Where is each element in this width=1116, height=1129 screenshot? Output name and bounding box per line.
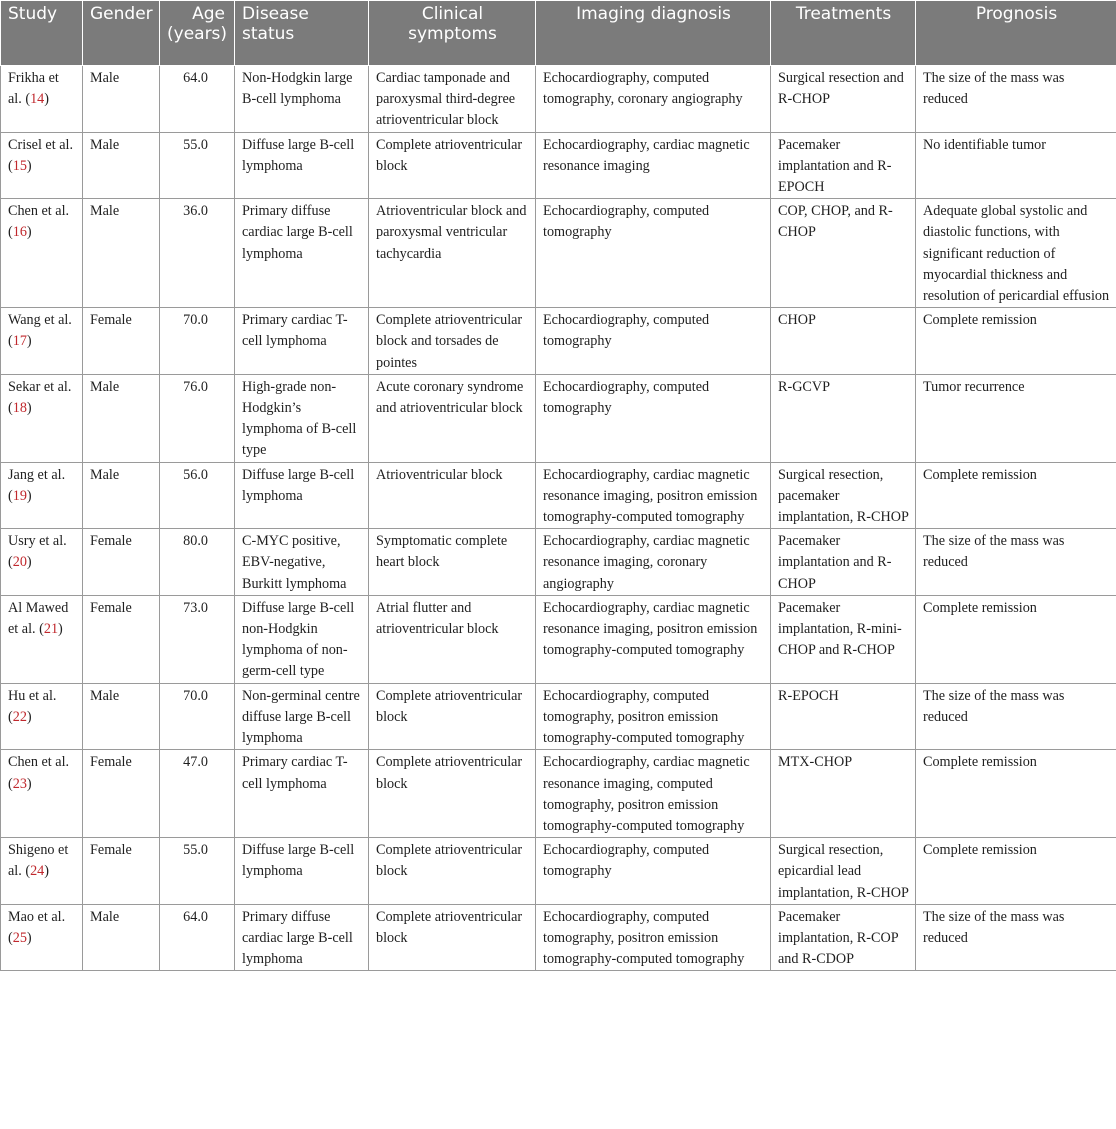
prognosis-cell: Complete remission bbox=[916, 838, 1116, 905]
age-cell: 80.0 bbox=[160, 529, 235, 596]
reference-link[interactable]: 21 bbox=[43, 621, 59, 638]
treatments-cell: COP, CHOP, and R-CHOP bbox=[771, 199, 916, 308]
clinical-symptoms-cell: Symptomatic complete heart block bbox=[369, 529, 536, 596]
study-name: Crisel et al. bbox=[8, 136, 74, 153]
age-cell: 70.0 bbox=[160, 683, 235, 750]
study-cell: Usry et al. (20) bbox=[1, 529, 83, 596]
imaging-diagnosis-cell: Echocardiography, computed tomography bbox=[536, 199, 771, 308]
study-name: Shigeno et al. bbox=[8, 842, 69, 880]
age-cell: 76.0 bbox=[160, 374, 235, 462]
gender-cell: Female bbox=[83, 595, 160, 683]
table-row bbox=[1, 683, 1116, 750]
treatments-cell: Surgical resection and R-CHOP bbox=[771, 66, 916, 133]
gender-cell: Male bbox=[83, 462, 160, 529]
reference-link[interactable]: 25 bbox=[12, 929, 27, 946]
table-body bbox=[1, 66, 1116, 971]
clinical-symptoms-cell: Complete atrioventricular block bbox=[369, 683, 536, 750]
study-cell: Mao et al. (25) bbox=[1, 904, 83, 971]
table-row bbox=[1, 462, 1116, 529]
treatments-cell: Pacemaker implantation, R-mini-CHOP and R-CHOP bbox=[771, 595, 916, 683]
table-row bbox=[1, 904, 1116, 971]
header-imaging-diagnosis: Imaging diagnosis bbox=[536, 1, 771, 66]
study-name: Usry et al. bbox=[8, 533, 67, 550]
table-row bbox=[1, 308, 1116, 375]
gender-cell: Male bbox=[83, 374, 160, 462]
treatments-cell: Surgical resection, epicardial lead implantation, R-CHOP bbox=[771, 838, 916, 905]
gender-cell: Male bbox=[83, 904, 160, 971]
header-study: Study bbox=[1, 1, 83, 66]
age-cell: 55.0 bbox=[160, 838, 235, 905]
gender-cell: Male bbox=[83, 132, 160, 199]
prognosis-cell: The size of the mass was reduced bbox=[916, 904, 1116, 971]
reference-link[interactable]: 20 bbox=[12, 554, 27, 571]
clinical-symptoms-cell: Complete atrioventricular block and torsades de pointes bbox=[369, 308, 536, 375]
treatments-cell: Surgical resection, pacemaker implantation, R-CHOP bbox=[771, 462, 916, 529]
study-cell: Jang et al. (19) bbox=[1, 462, 83, 529]
header-clinical-symptoms: Clinical symptoms bbox=[369, 1, 536, 66]
age-cell: 56.0 bbox=[160, 462, 235, 529]
study-cell: Chen et al. (16) bbox=[1, 199, 83, 308]
prognosis-cell: No identifiable tumor bbox=[916, 132, 1116, 199]
disease-status-cell: Primary diffuse cardiac large B-cell lymphoma bbox=[235, 904, 369, 971]
study-cell: Hu et al. (22) bbox=[1, 683, 83, 750]
reference-link[interactable]: 17 bbox=[12, 333, 27, 350]
header-row bbox=[1, 1, 1116, 66]
reference-link[interactable]: 16 bbox=[12, 224, 27, 241]
gender-cell: Male bbox=[83, 199, 160, 308]
clinical-symptoms-cell: Complete atrioventricular block bbox=[369, 904, 536, 971]
table-row bbox=[1, 838, 1116, 905]
imaging-diagnosis-cell: Echocardiography, computed tomography bbox=[536, 374, 771, 462]
imaging-diagnosis-cell: Echocardiography, cardiac magnetic resonance imaging, computed tomography, positron emission tomography-computed tomography bbox=[536, 750, 771, 838]
header-prognosis: Prognosis bbox=[916, 1, 1116, 66]
table-row bbox=[1, 66, 1116, 133]
study-name: Al Mawed et al. bbox=[8, 599, 69, 638]
age-cell: 64.0 bbox=[160, 66, 235, 133]
prognosis-cell: Complete remission bbox=[916, 462, 1116, 529]
treatments-cell: Pacemaker implantation and R-CHOP bbox=[771, 529, 916, 596]
prognosis-cell: Complete remission bbox=[916, 750, 1116, 838]
prognosis-cell: Adequate global systolic and diastolic functions, with significant reduction of myocardial thickness and resolution of pericardial effusion bbox=[916, 199, 1116, 308]
gender-cell: Female bbox=[83, 750, 160, 838]
header-disease-status: Disease status bbox=[235, 1, 369, 66]
table-row bbox=[1, 374, 1116, 462]
reference-link[interactable]: 18 bbox=[12, 400, 27, 417]
treatments-cell: CHOP bbox=[771, 308, 916, 375]
disease-status-cell: Primary diffuse cardiac large B-cell lymphoma bbox=[235, 199, 369, 308]
study-cell: Chen et al. (23) bbox=[1, 750, 83, 838]
disease-status-cell: Non-germinal centre diffuse large B-cell lymphoma bbox=[235, 683, 369, 750]
reference-link[interactable]: 24 bbox=[30, 863, 45, 880]
treatments-cell: MTX-CHOP bbox=[771, 750, 916, 838]
clinical-symptoms-cell: Acute coronary syndrome and atrioventricular block bbox=[369, 374, 536, 462]
study-cell: Frikha et al. (14) bbox=[1, 66, 83, 133]
gender-cell: Female bbox=[83, 529, 160, 596]
reference-link[interactable]: 19 bbox=[12, 487, 27, 504]
study-cell: Wang et al. (17) bbox=[1, 308, 83, 375]
disease-status-cell: Diffuse large B-cell lymphoma bbox=[235, 838, 369, 905]
table-row bbox=[1, 132, 1116, 199]
clinical-symptoms-cell: Atrial flutter and atrioventricular block bbox=[369, 595, 536, 683]
imaging-diagnosis-cell: Echocardiography, computed tomography, coronary angiography bbox=[536, 66, 771, 133]
table-row bbox=[1, 199, 1116, 308]
age-cell: 55.0 bbox=[160, 132, 235, 199]
table-row bbox=[1, 529, 1116, 596]
gender-cell: Male bbox=[83, 683, 160, 750]
age-cell: 64.0 bbox=[160, 904, 235, 971]
header-gender: Gender bbox=[83, 1, 160, 66]
prognosis-cell: Tumor recurrence bbox=[916, 374, 1116, 462]
disease-status-cell: Diffuse large B-cell lymphoma bbox=[235, 132, 369, 199]
age-cell: 47.0 bbox=[160, 750, 235, 838]
imaging-diagnosis-cell: Echocardiography, computed tomography, positron emission tomography-computed tomography bbox=[536, 683, 771, 750]
study-name: Sekar et al. bbox=[8, 378, 72, 395]
prognosis-cell: Complete remission bbox=[916, 595, 1116, 683]
disease-status-cell: Diffuse large B-cell lymphoma bbox=[235, 462, 369, 529]
clinical-symptoms-cell: Complete atrioventricular block bbox=[369, 750, 536, 838]
study-cell: Shigeno et al. (24) bbox=[1, 838, 83, 905]
imaging-diagnosis-cell: Echocardiography, cardiac magnetic resonance imaging, coronary angiography bbox=[536, 529, 771, 596]
imaging-diagnosis-cell: Echocardiography, computed tomography bbox=[536, 308, 771, 375]
prognosis-cell: Complete remission bbox=[916, 308, 1116, 375]
imaging-diagnosis-cell: Echocardiography, cardiac magnetic resonance imaging bbox=[536, 132, 771, 199]
gender-cell: Female bbox=[83, 308, 160, 375]
reference-link[interactable]: 23 bbox=[12, 775, 27, 792]
gender-cell: Female bbox=[83, 838, 160, 905]
study-cell: Al Mawed et al. (21) bbox=[1, 595, 83, 683]
reference-link[interactable]: 22 bbox=[12, 708, 27, 725]
treatments-cell: R-EPOCH bbox=[771, 683, 916, 750]
treatments-cell: Pacemaker implantation, R-COP and R-CDOP bbox=[771, 904, 916, 971]
study-name: Wang et al. bbox=[8, 312, 72, 329]
study-name: Chen et al. bbox=[8, 754, 70, 771]
imaging-diagnosis-cell: Echocardiography, computed tomography, positron emission tomography-computed tomography bbox=[536, 904, 771, 971]
treatments-cell: Pacemaker implantation and R-EPOCH bbox=[771, 132, 916, 199]
treatments-cell: R-GCVP bbox=[771, 374, 916, 462]
table-row bbox=[1, 595, 1116, 683]
imaging-diagnosis-cell: Echocardiography, cardiac magnetic resonance imaging, positron emission tomography-computed tomography bbox=[536, 462, 771, 529]
header-treatments: Treatments bbox=[771, 1, 916, 66]
reference-link[interactable]: 14 bbox=[30, 91, 45, 108]
disease-status-cell: High-grade non-Hodgkin’s lymphoma of B-cell type bbox=[235, 374, 369, 462]
disease-status-cell: C-MYC positive, EBV-negative, Burkitt lymphoma bbox=[235, 529, 369, 596]
disease-status-cell: Primary cardiac T-cell lymphoma bbox=[235, 308, 369, 375]
prognosis-cell: The size of the mass was reduced bbox=[916, 683, 1116, 750]
disease-status-cell: Non-Hodgkin large B-cell lymphoma bbox=[235, 66, 369, 133]
clinical-symptoms-cell: Atrioventricular block bbox=[369, 462, 536, 529]
imaging-diagnosis-cell: Echocardiography, computed tomography bbox=[536, 838, 771, 905]
header-age: Age (years) bbox=[160, 1, 235, 66]
study-cell: Sekar et al. (18) bbox=[1, 374, 83, 462]
clinical-symptoms-cell: Atrioventricular block and paroxysmal ventricular tachycardia bbox=[369, 199, 536, 308]
disease-status-cell: Diffuse large B-cell non-Hodgkin lymphoma of non-germ-cell type bbox=[235, 595, 369, 683]
prognosis-cell: The size of the mass was reduced bbox=[916, 66, 1116, 133]
study-cell: Crisel et al. (15) bbox=[1, 132, 83, 199]
gender-cell: Male bbox=[83, 66, 160, 133]
disease-status-cell: Primary cardiac T-cell lymphoma bbox=[235, 750, 369, 838]
prognosis-cell: The size of the mass was reduced bbox=[916, 529, 1116, 596]
study-name: Hu et al. bbox=[8, 687, 57, 704]
reference-link[interactable]: 15 bbox=[12, 157, 27, 174]
study-name: Chen et al. bbox=[8, 203, 70, 220]
age-cell: 70.0 bbox=[160, 308, 235, 375]
study-name: Jang et al. bbox=[8, 466, 66, 483]
age-cell: 73.0 bbox=[160, 595, 235, 683]
clinical-symptoms-cell: Complete atrioventricular block bbox=[369, 838, 536, 905]
table-row bbox=[1, 750, 1116, 838]
clinical-symptoms-cell: Complete atrioventricular block bbox=[369, 132, 536, 199]
age-cell: 36.0 bbox=[160, 199, 235, 308]
study-name: Mao et al. bbox=[8, 908, 66, 925]
imaging-diagnosis-cell: Echocardiography, cardiac magnetic resonance imaging, positron emission tomography-computed tomography bbox=[536, 595, 771, 683]
study-name: Frikha et al. bbox=[8, 70, 59, 108]
clinical-symptoms-cell: Cardiac tamponade and paroxysmal third-degree atrioventricular block bbox=[369, 66, 536, 133]
